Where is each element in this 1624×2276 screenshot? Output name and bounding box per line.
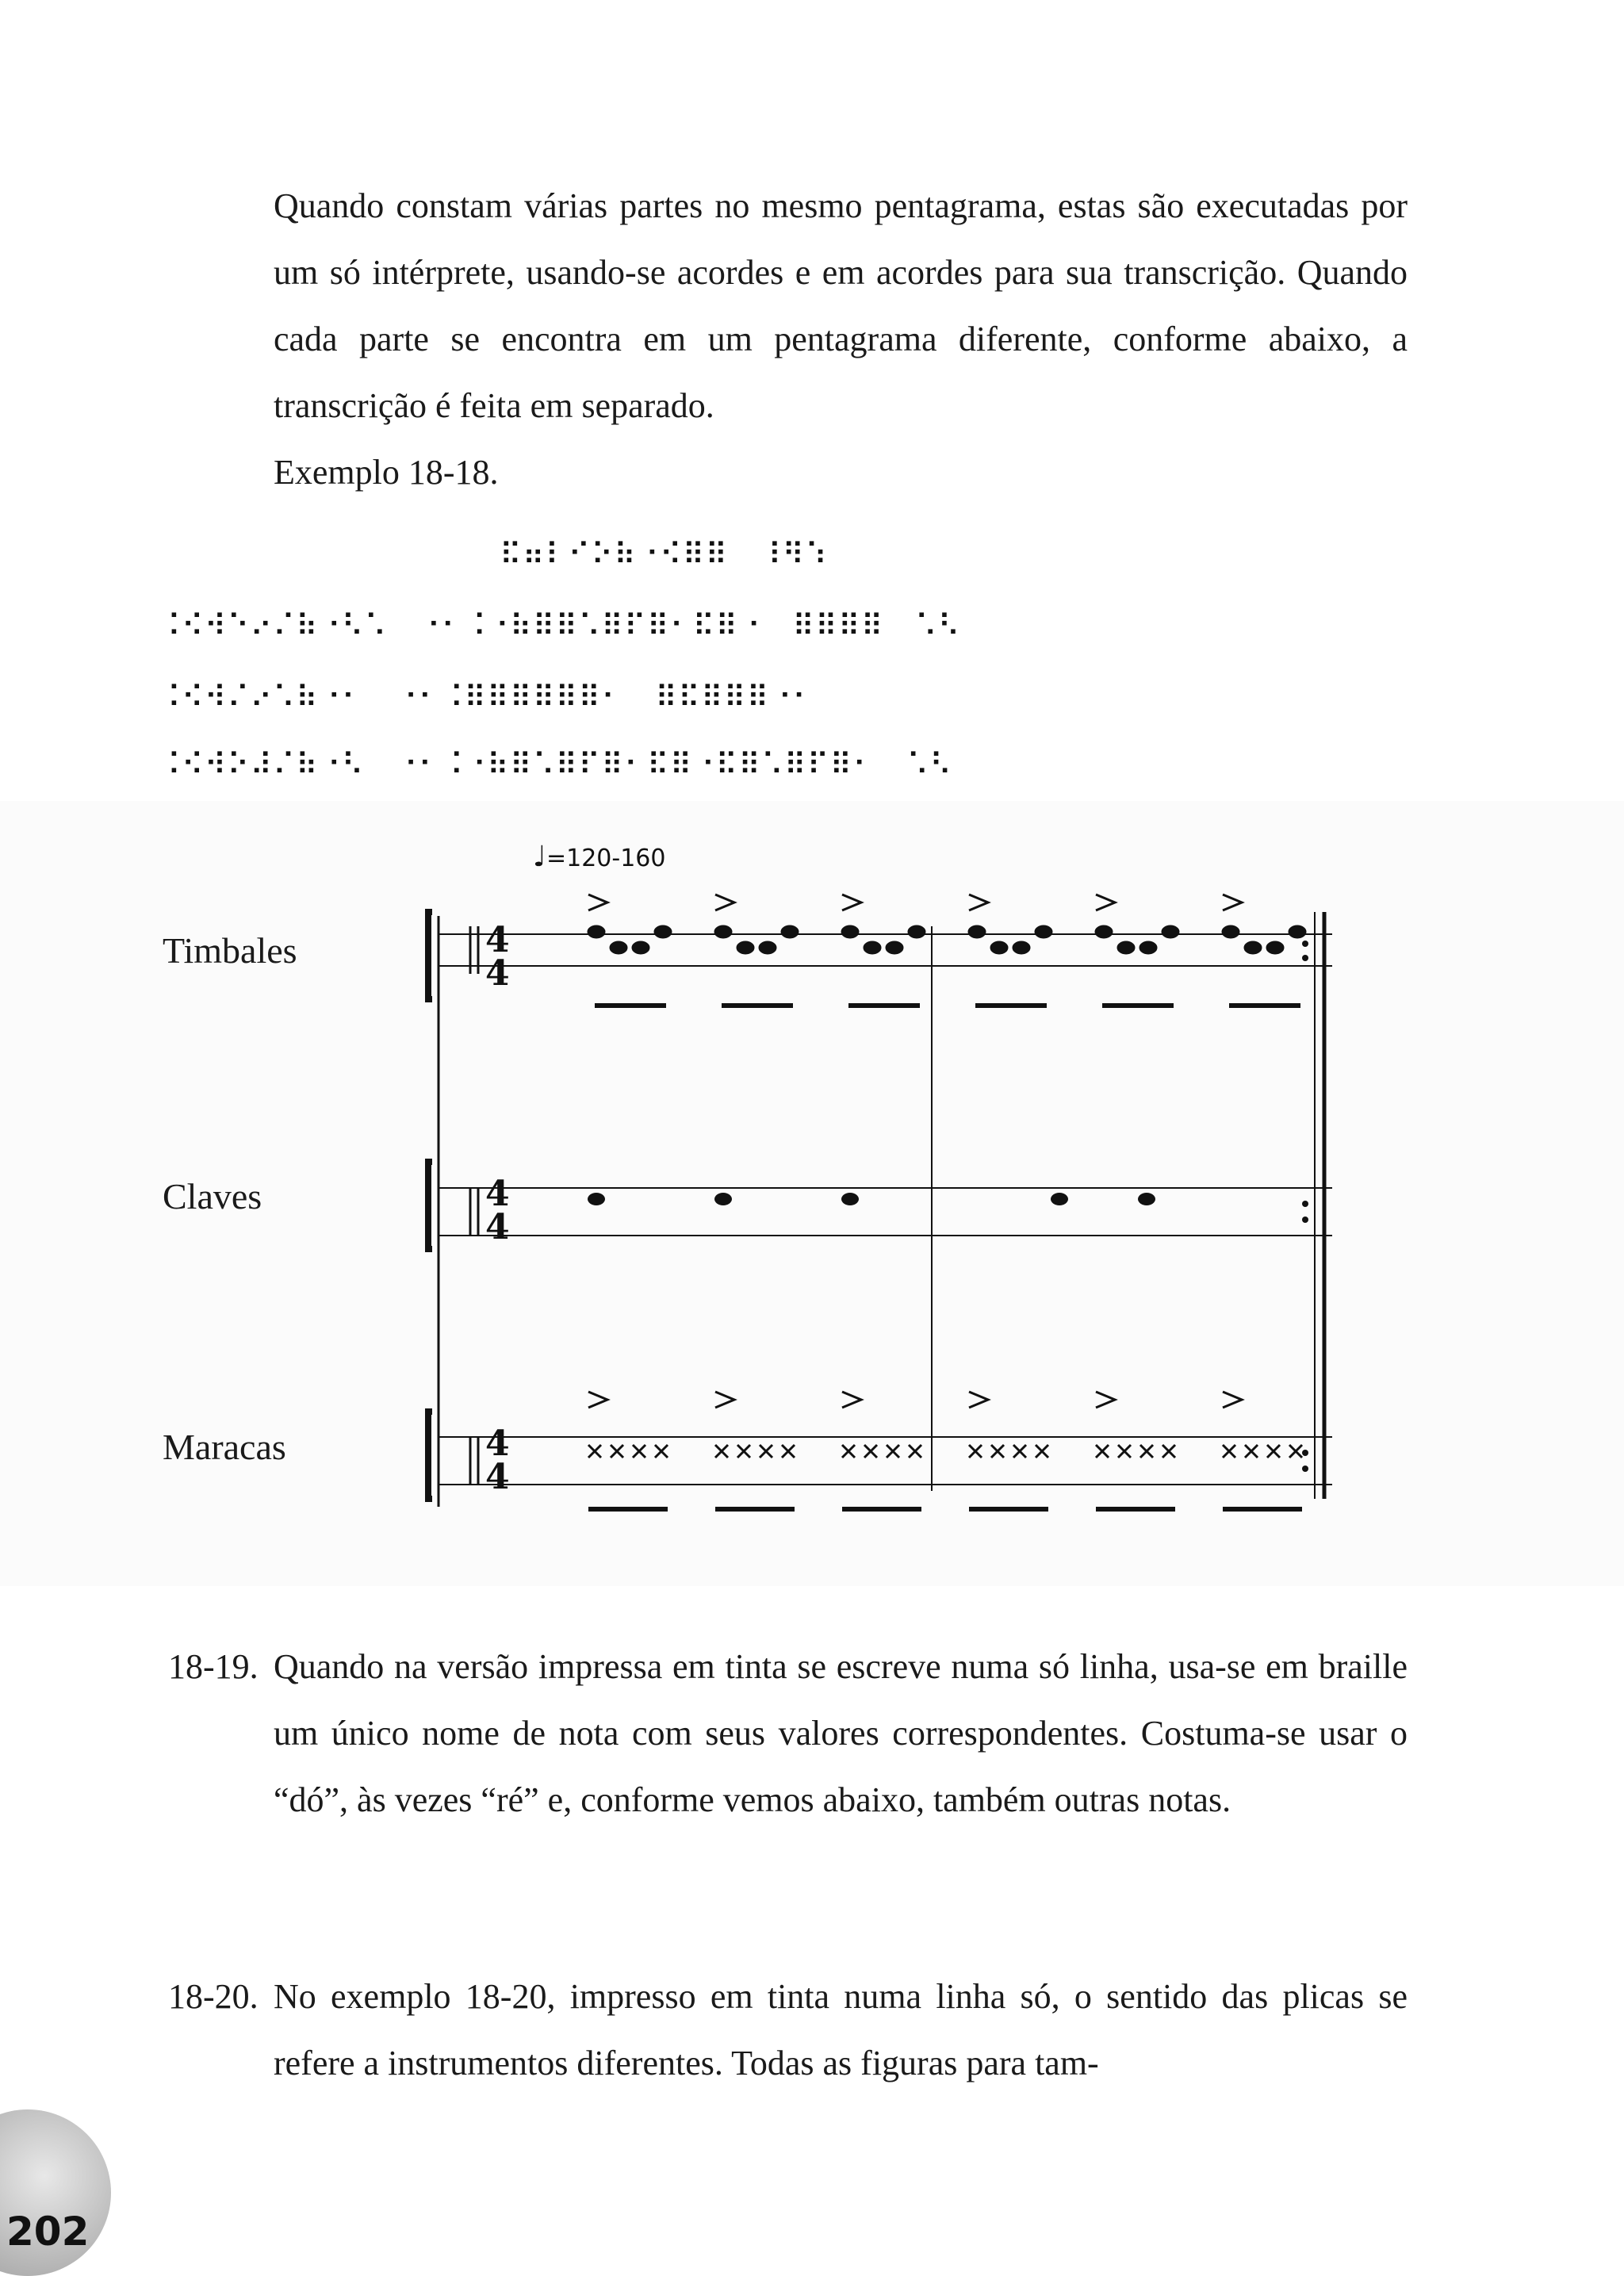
instrument-label-timbales: Timbales (163, 930, 297, 971)
braille-transcription (159, 527, 1396, 797)
section-18-19-text: Quando na versão impressa em tinta se escreve numa só linha, usa-se em braille um único nome de nota com seus valores correspondentes. Costuma-se usar o “dó”, às vezes “ré” e, conforme vemos abaixo, também outras notas. (274, 1647, 1408, 1819)
braille-line: ⠨⠪⠺⠌⠔⠡⠷⠐⠂ ⠐⠂⠨⠿⠿⠿⠿⠿⠿⠂ ⠿⠯⠿⠿⠿⠐⠂ (159, 680, 816, 715)
braille-line: ⠨⠪⠺⠑⠔⠌⠷⠐⠣⠡ ⠐⠂⠨⠐⠷⠿⠿⠡⠿⠏⠿⠂⠯⠿⠐ ⠿⠿⠿⠿ ⠡⠣ (159, 608, 961, 643)
tempo-value: =120-160 (546, 845, 666, 872)
braille-line: ⠯⠶⠇⠊⠕⠷⠐⠪⠿⠿ ⠸⠻⠱ (500, 537, 829, 572)
section-number-18-19: 18-19. (168, 1647, 259, 1686)
svg-text:4: 4 (485, 953, 510, 994)
page-number: 202 (6, 2209, 90, 2255)
instrument-label-claves: Claves (163, 1176, 262, 1217)
section-number-18-20: 18-20. (168, 1977, 259, 2016)
quarter-note-icon: ♩ (533, 841, 546, 873)
braille-line: ⠨⠪⠺⠕⠼⠌⠷⠐⠣ ⠐⠂⠨⠐⠷⠿⠡⠿⠏⠿⠂⠯⠿⠐⠯⠿⠡⠿⠏⠿⠂ ⠡⠣ (159, 747, 953, 782)
example-label: Exemplo 18-18. (274, 453, 499, 492)
time-sig-timbales: 4 (485, 920, 510, 960)
intro-paragraph (274, 173, 1408, 506)
svg-text:4: 4 (485, 1207, 510, 1247)
time-sig-maracas: 4 (485, 1423, 510, 1464)
instrument-label-maracas: Maracas (163, 1427, 286, 1467)
tempo-marking (533, 841, 665, 873)
svg-text:4: 4 (485, 1457, 510, 1497)
intro-text: Quando constam várias partes no mesmo pentagrama, estas são executadas por um só intérprete, usando-se acordes e em acordes para sua transcrição. Quando cada parte se encontra em um pentagrama diferente, conforme abaixo, a transcrição é feita em separado. (274, 186, 1408, 425)
section-18-20-text: No exemplo 18-20, impresso em tinta numa linha só, o sentido das plicas se refere a instrumentos diferentes. Todas as figuras para tam- (274, 1977, 1408, 2083)
time-sig-claves: 4 (485, 1174, 510, 1214)
